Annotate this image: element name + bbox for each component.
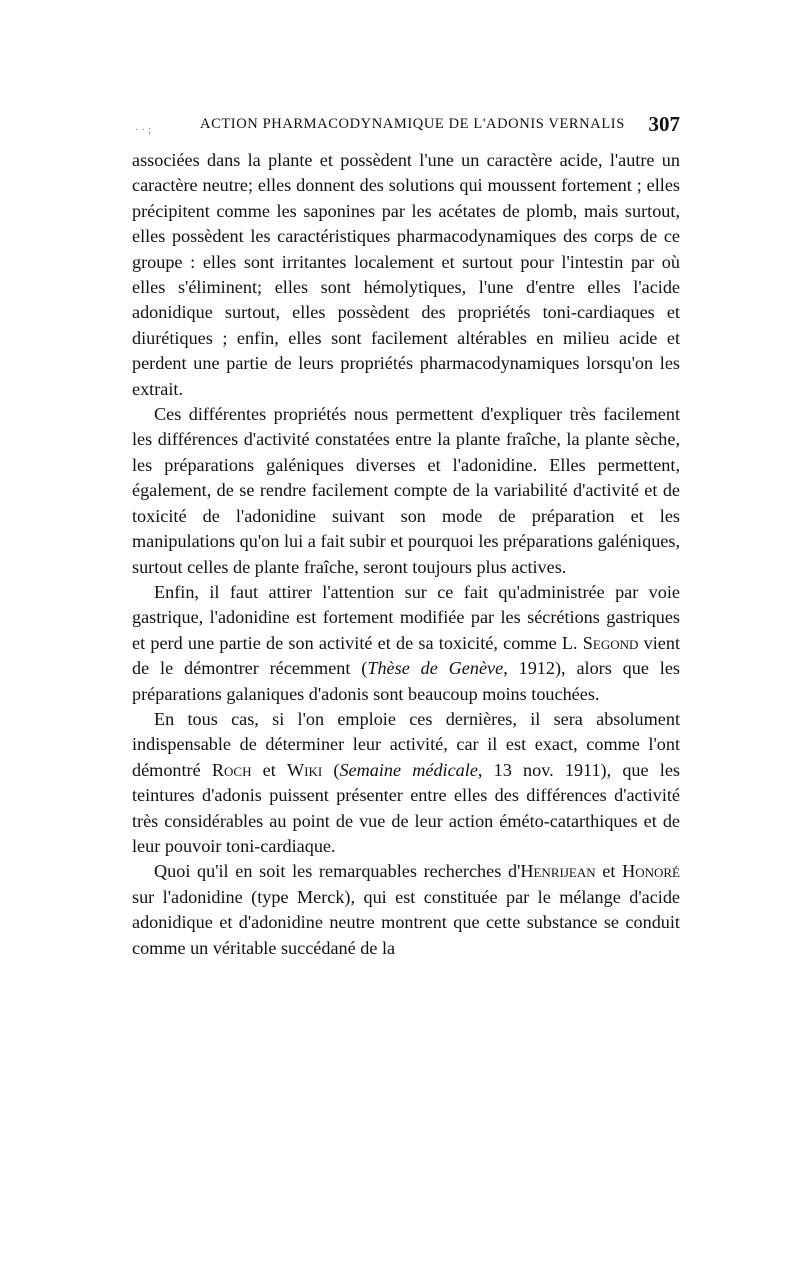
author-roch: Roch bbox=[211, 759, 252, 780]
paragraph-4-conjunction: et bbox=[251, 759, 287, 780]
paragraph-1-text: associées dans la plante et possèdent l'une un caractère acide, l'autre un caractère neutre; elles donnent des solutions qui moussent fortement ; elles précipitent comme les saponines par les acétates de plomb, mais surtout, elles possèdent les caractéristiques pharmacodynamiques des corps de ce groupe : elles sont irritantes localement et surtout pour l'intestin par où elles s'éliminent; elles sont hémolytiques, l'une d'entre elles l'acide adonidique surtout, elles possèdent des propriétés toni-cardiaques et diurétiques ; enfin, elles sont facilement altérables en milieu acide et perdent une partie de leurs propriétés pharmacodynamiques lorsqu'on les extrait. bbox=[132, 150, 680, 399]
paragraph-3-text-start: Enfin, il faut attirer l'attention sur ce fait qu'administrée par voie gastrique, l'adonidine est fortement modifiée par les sécrétions gastriques et perd une partie de son activité et de sa toxicité, comme bbox=[132, 581, 680, 653]
author-henrijean: Henrijean bbox=[520, 861, 596, 882]
page-number: 307 bbox=[648, 112, 680, 136]
paragraph-4-text-end: , 13 nov. 1911), que les teintures d'adonis puissent présenter entre elles des différences d'activité très considérables au point de vue de leur action éméto-catarthiques et de leur pouvoir toni-cardiaque. bbox=[132, 759, 680, 856]
paragraph-4-text-start: En tous cas, si l'on emploie ces dernières, il sera absolument indispensable de déterminer leur activité, car il est exact, comme l'ont démontré bbox=[132, 708, 680, 780]
paragraph-5-text-start: Quoi qu'il en soit les remarquables recherches d' bbox=[154, 861, 521, 882]
paragraph-5 bbox=[132, 859, 680, 961]
paragraph-5-conjunction: et bbox=[595, 861, 623, 882]
paragraph-2-text: Ces différentes propriétés nous permettent d'expliquer très facilement les différences d'activité constatées entre la plante fraîche, la plante sèche, les préparations galéniques diverses et l'adonidine. Elles permettent, également, de se rendre facilement compte de la variabilité d'activité et de toxicité de l'adonidine suivant son mode de préparation et les manipulations qu'on lui a fait subir et pourquoi les préparations galéniques, surtout celles de plante fraîche, seront toujours plus actives. bbox=[132, 404, 680, 577]
print-speck: · · ; bbox=[135, 124, 151, 136]
author-honore: Honoré bbox=[622, 861, 680, 882]
running-title: ACTION PHARMACODYNAMIQUE DE L'ADONIS VERNALIS bbox=[200, 116, 625, 132]
paragraph-3-text-middle: vient de le démontrer récemment ( bbox=[132, 632, 681, 679]
paragraph-4 bbox=[132, 707, 680, 859]
paragraph-3-text-end: , 1912), alors que les préparations galaniques d'adonis sont beaucoup moins touchées. bbox=[132, 658, 681, 704]
author-wiki: Wiki bbox=[286, 759, 323, 780]
paragraph-5-text-end: sur l'adonidine (type Merck), qui est constituée par le mélange d'acide adonidique et d'adonidine neutre montrent que cette substance se conduit comme un véritable succédané de la bbox=[132, 886, 680, 958]
paragraph-1 bbox=[132, 148, 680, 402]
body-text bbox=[132, 148, 680, 961]
citation-semaine-medicale: Semaine médicale bbox=[339, 759, 478, 780]
running-header bbox=[200, 112, 680, 142]
paragraph-4-text-middle: ( bbox=[322, 759, 340, 780]
citation-these-geneve: Thèse de Genève bbox=[367, 658, 504, 679]
author-segond: L. Segond bbox=[561, 632, 639, 653]
paragraph-3 bbox=[132, 580, 680, 707]
paragraph-2 bbox=[132, 402, 680, 580]
